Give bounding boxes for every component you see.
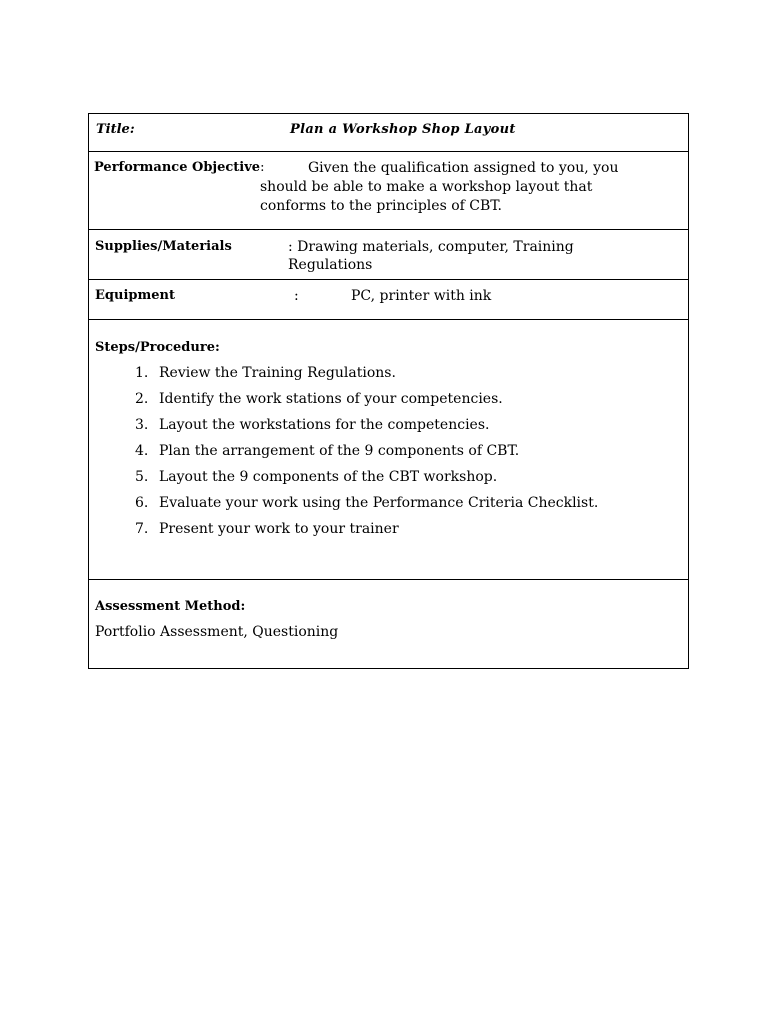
title-label: Title: [96, 122, 135, 137]
assessment-method-value: Portfolio Assessment, Questioning [95, 624, 339, 640]
step-item [135, 441, 598, 467]
steps-list [135, 363, 598, 545]
step-number: 5. [135, 469, 149, 485]
step-item [135, 467, 598, 493]
step-item [135, 363, 598, 389]
step-number: 7. [135, 521, 149, 537]
equipment-label: Equipment [95, 288, 175, 303]
performance-objective-value: Given the qualification assigned to you, you should be able to make a workshop layout that conforms to the principles of CBT. [260, 160, 619, 214]
supplies-materials-label: Supplies/Materials [95, 239, 232, 254]
performance-objective-row [89, 152, 688, 230]
equipment-value: PC, printer with ink [351, 288, 492, 304]
assessment-method-row [89, 580, 688, 668]
step-item [135, 415, 598, 441]
step-text: Plan the arrangement of the 9 components of CBT. [159, 443, 520, 459]
title-value: Plan a Workshop Shop Layout [290, 122, 516, 137]
activity-sheet-table [88, 113, 689, 669]
equipment-row [89, 280, 688, 320]
step-number: 4. [135, 443, 149, 459]
step-text: Layout the 9 components of the CBT workshop. [159, 469, 498, 485]
step-item [135, 519, 598, 545]
step-number: 6. [135, 495, 149, 511]
assessment-method-label: Assessment Method: [95, 599, 246, 614]
title-row [89, 114, 688, 152]
supplies-materials-value: : Drawing materials, computer, Training Regulations [288, 239, 574, 273]
steps-procedure-row [89, 320, 688, 580]
step-text: Layout the workstations for the competencies. [159, 417, 490, 433]
equipment-colon: : [294, 288, 299, 304]
steps-procedure-label: Steps/Procedure: [95, 340, 220, 355]
step-item [135, 389, 598, 415]
step-text: Evaluate your work using the Performance Criteria Checklist. [159, 495, 599, 511]
performance-objective-label: Performance Objective: [94, 160, 265, 175]
step-number: 1. [135, 365, 149, 381]
step-number: 2. [135, 391, 149, 407]
step-text: Review the Training Regulations. [159, 365, 396, 381]
step-text: Present your work to your trainer [159, 521, 399, 537]
step-text: Identify the work stations of your competencies. [159, 391, 503, 407]
step-item [135, 493, 598, 519]
supplies-materials-row [89, 230, 688, 280]
step-number: 3. [135, 417, 149, 433]
